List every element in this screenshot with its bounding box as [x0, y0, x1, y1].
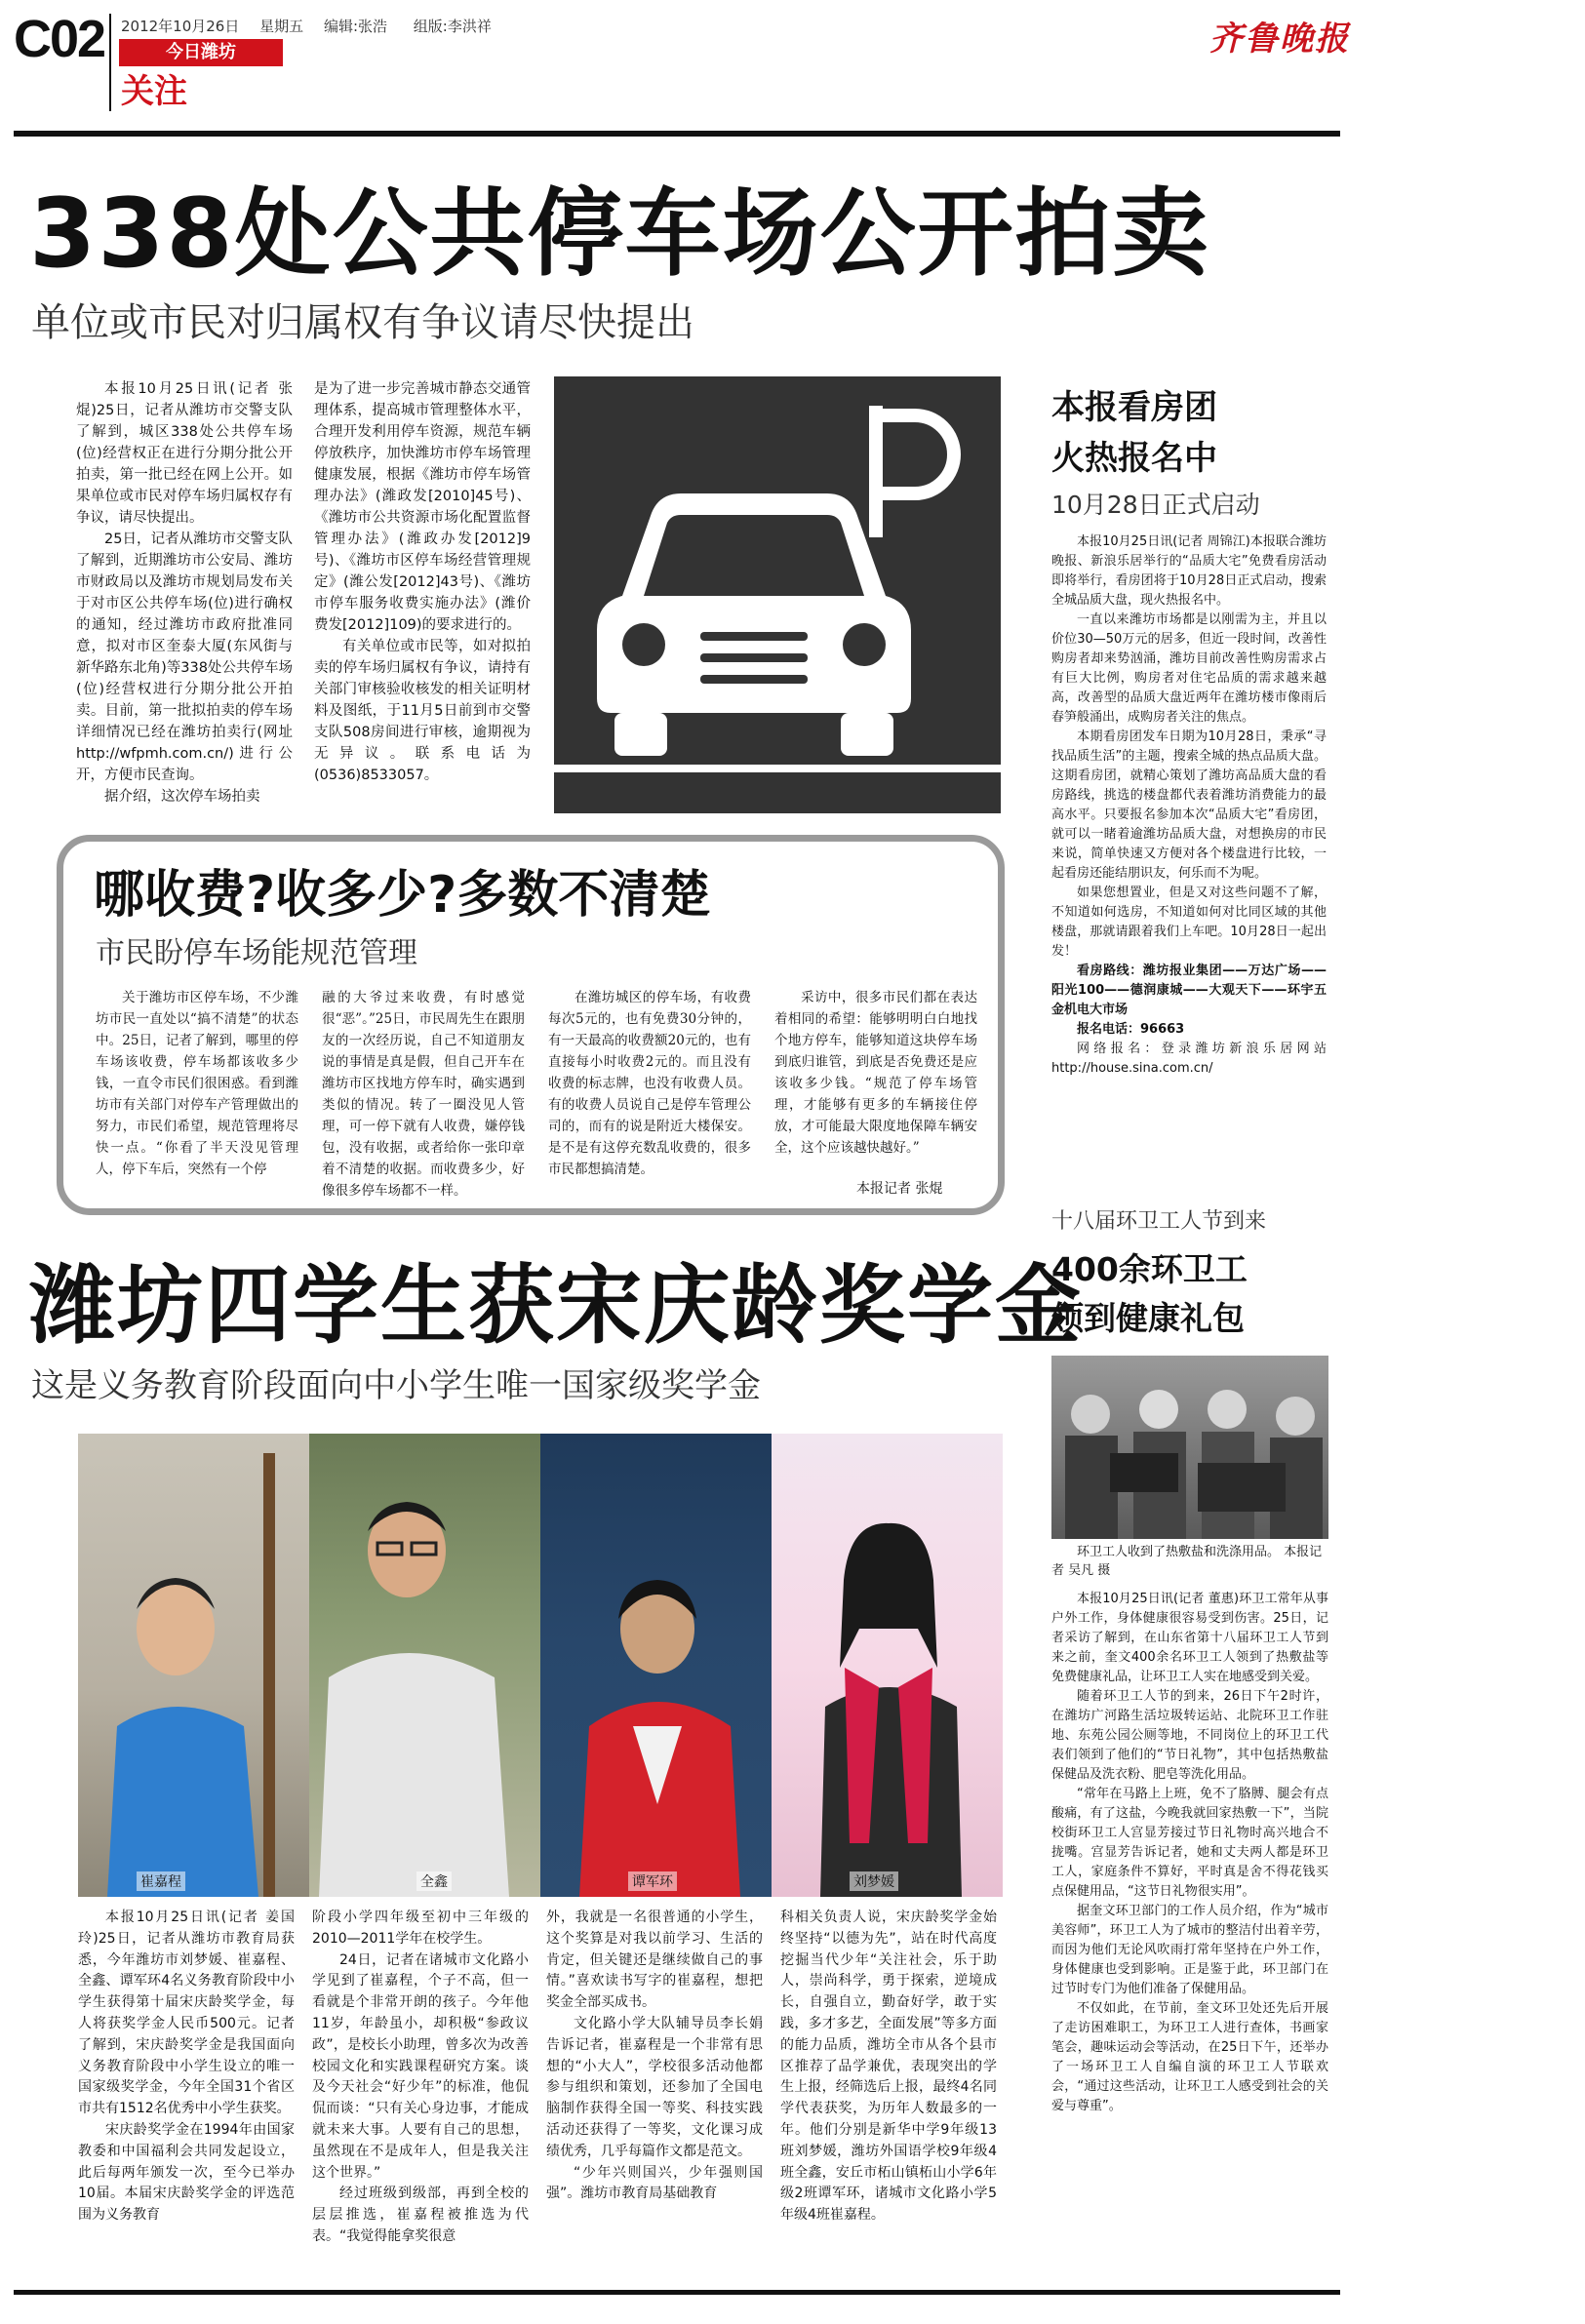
photo-caption: 刘梦媛 [850, 1871, 898, 1891]
editor-credit: 编辑:张浩 [323, 18, 387, 35]
housing-web: 网络报名：登录潍坊新浪乐居网站http://house.sina.com.cn/ [1051, 1042, 1327, 1076]
section-name: 关注 [121, 72, 187, 111]
bottom-rule [14, 2290, 1340, 2295]
scholarship-subheadline: 这是义务教育阶段面向中小学生唯一国家级奖学金 [31, 1366, 761, 1405]
student-photo-figure [309, 1434, 540, 1897]
lead-column-1 [76, 378, 293, 807]
student-photo [78, 1434, 309, 1897]
scholarship-paragraph: 经过班级到级部，再到全校的层层推选，崔嘉程被推选为代表。“我觉得能拿奖很意 [312, 2186, 529, 2244]
student-photo [309, 1434, 540, 1897]
photo-caption: 全鑫 [416, 1871, 452, 1891]
scholarship-paragraph: 24日，记者在诸城市文化路小学见到了崔嘉程，个子不高，但一看就是个非常开朗的孩子。今年他11岁，年龄虽小，却积极“参政议政”，是校长小助理，曾多次为改善校园文化和实践课程研究方案。谈及今天社会“好少年”的标准，他侃侃而谈：“只有关心身边事，才能成就未来大事。人要有自己的思想，虽然现在不是成年人，但是我关注这个世界。” [312, 1951, 529, 2181]
paper-logo: 齐鲁晚报 [1209, 20, 1350, 59]
scholarship-column-4 [780, 1908, 997, 2226]
layout-credit: 组版:李洪祥 [413, 18, 492, 35]
sub-story-column-1 [96, 987, 298, 1180]
student-photo [540, 1434, 772, 1897]
sanitation-paragraph: 本报10月25日讯(记者 董惠)环卫工常年从事户外工作，身体健康很容易受到伤害。25日，记者采访了解到，在山东省第十八届环卫工人节到来之前，奎文400余名环卫工人领到了热敷盐等免费健康礼品，让环卫工人实在地感受到关爱。 [1051, 1592, 1328, 1684]
scholarship-column-1 [78, 1908, 295, 2226]
sanitation-title-1: 400余环卫工 [1051, 1250, 1248, 1288]
sub-story-headline: 哪收费?收多少?多数不清楚 [94, 866, 711, 925]
student-photo-figure [540, 1434, 772, 1897]
scholarship-column-3 [546, 1908, 763, 2205]
lead-subheadline: 单位或市民对归属权有争议请尽快提出 [31, 300, 694, 345]
sub-story-paragraph: 融的大爷过来收费，有时感觉很“恶”。”25日，市民周先生在跟朋友的一次经历说，自己不知道朋友说的事情是真是假，但自己开车在潍坊市区找地方停车时，确实遇到类似的情况。转了一圈没见人管理，可一停下就有人收费，嫌停钱包，没有收据，或者给你一张印章着不清楚的收据。而收费多少，好像很多停车场都不一样。 [322, 990, 525, 1199]
sanitation-photo [1051, 1356, 1328, 1539]
issue-date: 2012年10月26日 [121, 18, 240, 35]
student-photo-figure [78, 1434, 309, 1897]
student-photo-figure [772, 1434, 1003, 1897]
scholarship-paragraph: 宋庆龄奖学金在1994年由国家教委和中国福利会共同发起设立，此后每两年颁发一次，至今已举办10届。本届宋庆龄奖学金的评选范围为义务教育 [78, 2121, 295, 2224]
lead-paragraph: 是为了进一步完善城市静态交通管理体系，提高城市管理整体水平，合理开发利用停车资源，规范车辆停放秩序，加快潍坊市停车场管理健康发展，根据《潍坊市停车场管理办法》(潍政发[2010]45号)、《潍坊市公共资源市场化配置监督管理办法》(潍政办发[2012]9号)、《潍坊市区停车场经营管理规定》(潍公发[2012]43号)、《潍坊市停车服务收费实施办法》(潍价费发[2012]109)的要求进行的。 [314, 381, 531, 633]
sub-story-column-3 [548, 987, 751, 1180]
parking-illustration [554, 376, 1001, 813]
lead-column-2 [314, 378, 531, 786]
page-number: C02 [14, 10, 105, 68]
photo-caption: 崔嘉程 [137, 1871, 185, 1891]
issue-weekday: 星期五 [259, 18, 304, 35]
scholarship-paragraph: 文化路小学大队辅导员李长娟告诉记者，崔嘉程是一个非常有思想的“小大人”，学校很多活动他都参与组织和策划，还参加了全国电脑制作获得全国一等奖、科技实践活动还获得了一等奖，文化课习成绩优秀，几乎每篇作文都是范文。 [546, 2015, 763, 2159]
sub-story-paragraph: 采访中，很多市民们都在表达着相同的希望：能够明明白白地找个地方停车，能够知道这块停车场到底归谁管，到底是否免费还是应该收多少钱。“规范了停车场管理，才能够有更多的车辆接住停放，才可能最大限度地保障车辆安全，这个应该越快越好。” [774, 990, 977, 1156]
masthead-meta [121, 16, 492, 36]
lead-paragraph: 本报10月25日讯(记者 张焜)25日，记者从潍坊市交警支队了解到，城区338处公共停车场(位)经营权正在进行分期分批公开拍卖，第一批已经在网上公开。如果单位或市民对停车场归属权存有争议，请尽快提出。 [76, 381, 293, 526]
sanitation-paragraph: “常年在马路上上班，免不了胳膊、腿会有点酸痛，有了这盐，今晚我就回家热敷一下”，当院校街环卫工人宫显芳接过节日礼物时高兴地合不拢嘴。宫显芳告诉记者，她和丈夫两人都是环卫工人，家庭条件不算好，平时真是舍不得花钱买点保健用品，“这节日礼物很实用”。 [1051, 1787, 1328, 1899]
lead-paragraph: 据介绍，这次停车场拍卖 [104, 789, 260, 805]
housing-paragraph: 本报10月25日讯(记者 周锦江)本报联合潍坊晚报、新浪乐居举行的“品质大宅”免费看房活动即将举行，看房团将于10月28日正式启动，搜索全城品质大盘，现火热报名中。 [1051, 534, 1327, 608]
housing-paragraph: 本期看房团发车日期为10月28日，秉承“寻找品质生活”的主题，搜索全城的热点品质大盘。这期看房团，就精心策划了潍坊高品质大盘的看房路线，挑选的楼盘都代表着潍坊消费能力的最高水平。只要报名参加本次“品质大宅”看房团，就可以一睹着逾潍坊品质大盘，对想换房的市民来说，简单快速又方便对各个楼盘进行比较，一起看房还能结朋识友，何乐而不为呢。 [1051, 729, 1327, 881]
lead-headline: 338处公共停车场公开拍卖 [29, 178, 1210, 290]
lead-paragraph: 有关单位或市民等，如对拟拍卖的停车场归属权有争议，请持有关部门审核验收核发的相关证明材料及图纸，于11月5日前到市交警支队508房间进行审核，逾期视为无异议。联系电话为(0536)8533057。 [314, 639, 531, 783]
scholarship-column-2 [312, 1908, 529, 2248]
student-photo [772, 1434, 1003, 1897]
masthead-bottom-rule [14, 131, 1340, 137]
parking-car-icon [554, 376, 1001, 813]
sub-story-subheadline: 市民盼停车场能规范管理 [96, 936, 417, 970]
sidebar-housing-body [1051, 532, 1327, 1079]
photo-caption: 谭军环 [628, 1871, 677, 1891]
sanitation-paragraph: 据奎文环卫部门的工作人员介绍，作为“城市美容师”，环卫工人为了城市的整洁付出着辛劳，而因为他们无论风吹雨打常年坚持在户外工作，身体健康也受到影响。正是鉴于此，环卫部门在过节时专门为他们准备了保健用品。 [1051, 1904, 1328, 1996]
housing-paragraph: 如果您想置业，但是又对这些问题不了解，不知道如何选房，不知道如何对比同区域的其他楼盘，那就请跟着我们上车吧。10月28日一起出发！ [1051, 886, 1327, 959]
masthead-divider [109, 14, 111, 111]
sub-story-paragraph: 在潍坊城区的停车场，有收费每次5元的，也有免费30分钟的，有一天最高的收费额20元的，也有直接每小时收费2元的。而且没有收费的标志牌，也没有收费人员。有的收费人员说自己是停车管理公司的，而有的说是附近大楼保安。是不是有这停充数乱收费的，很多市民都想搞清楚。 [548, 990, 751, 1177]
scholarship-paragraph: 外，我就是一名很普通的小学生，这个奖算是对我以前学习、生活的肯定，但关键还是继续做自己的事情。”喜欢读书写字的崔嘉程，想把奖金全部买成书。 [546, 1910, 763, 2011]
scholarship-paragraph: 本报10月25日讯(记者 姜国玲)25日，记者从潍坊市教育局获悉，今年潍坊市刘梦媛、崔嘉程、全鑫、谭军环4名义务教育阶段中小学生获得第十届宋庆龄奖学金，每人将获奖学金人民币500元。记者了解到，宋庆龄奖学金是我国面向义务教育阶段中小学生设立的唯一国家级奖学金，今年全国31个省区市共有1512名优秀中小学生获奖。 [78, 1910, 295, 2117]
sub-story-column-2 [322, 987, 525, 1201]
housing-phone: 报名电话：96663 [1077, 1022, 1185, 1037]
sanitation-title-2: 领到健康礼包 [1051, 1299, 1245, 1337]
housing-paragraph: 一直以来潍坊市场都是以刚需为主，并且以价位30—50万元的居多，但近一段时间，改善性购房者却来势汹涌，潍坊目前改善性购房需求占有巨大比例，购房者对住宅品质的需求越来越高，改善型的品质大盘近两年在潍坊楼市像雨后春笋般涌出，成购房者关注的焦点。 [1051, 612, 1327, 725]
sub-story-byline: 本报记者 张焜 [856, 1181, 943, 1197]
sanitation-paragraph: 不仅如此，在节前，奎文环卫处还先后开展了走访困难职工，为环卫工人进行查体，书画家笔会，趣味运动会等活动，在25日下午，还举办了一场环卫工人自编自演的环卫工人节联欢会，“通过这些活动，让环卫工人感受到社会的关爱与尊重”。 [1051, 2001, 1328, 2113]
sidebar-housing-subtitle: 10月28日正式启动 [1051, 491, 1260, 519]
sanitation-body [1051, 1590, 1328, 2116]
scholarship-paragraph: 科相关负责人说，宋庆龄奖学金始终坚持“以德为先”，站在时代高度挖掘当代少年“关注社会，乐于助人，崇尚科学，勇于探索，逆境成长，自强自立，勤奋好学，敢于实践，多才多艺，全面发展”等多方面的能力品质，潍坊全市从各个县市区推荐了品学兼优，表现突出的学生上报，经筛选后上报，最终4名同学代表获奖，为历年人数最多的一年。他们分别是新华中学9年级13班刘梦媛，潍坊外国语学校9年级4班全鑫，安丘市柘山镇柘山小学6年级2班谭军环，诸城市文化路小学5年级4班崔嘉程。 [780, 1910, 997, 2224]
sidebar-housing-title-1: 本报看房团 [1051, 388, 1217, 427]
sanitation-photo-caption: 环卫工人收到了热敷盐和洗涤用品。 本报记者 吴凡 摄 [1051, 1545, 1323, 1578]
sanitation-kicker: 十八届环卫工人节到来 [1051, 1209, 1267, 1234]
sub-story-column-4 [774, 987, 977, 1159]
sub-story-paragraph: 关于潍坊市区停车场，不少潍坊市民一直处以“搞不清楚”的状态中。25日，记者了解到，哪里的停车场该收费，停车场都该收多少钱，一直令市民们很困惑。看到潍坊市有关部门对停车产管理做出的努力，市民们希望，规范管理将尽快一点。“你看了半天没见管理人，停下车后，突然有一个停 [96, 990, 298, 1177]
lead-paragraph: 25日，记者从潍坊市交警支队了解到，近期潍坊市公安局、潍坊市财政局以及潍坊市规划局发布关于对市区公共停车场(位)进行确权的通知，经过潍坊市政府批准同意，拟对市区奎泰大厦(东风街与新华路东北角)等338处公共停车场(位)经营权进行分期分批公开拍卖。目前，第一批拟拍卖的停车场详细情况已经在潍坊拍卖行(网址http://wfpmh.com.cn/)进行公开，方便市民查询。 [76, 532, 293, 783]
sanitation-photo-figure [1051, 1356, 1328, 1539]
scholarship-paragraph: “少年兴则国兴，少年强则国强”。潍坊市教育局基础教育 [546, 2164, 763, 2202]
sidebar-housing-title-2: 火热报名中 [1051, 439, 1217, 478]
scholarship-paragraph: 阶段小学四年级至初中三年级的2010—2011学年在校学生。 [312, 1910, 529, 1947]
section-tag: 今日潍坊 [119, 39, 283, 66]
sanitation-paragraph: 随着环卫工人节的到来，26日下午2时许，在潍坊广河路生活垃圾转运站、北院环卫工作驻地、东苑公园公厕等地，不同岗位上的环卫工代表们领到了他们的“节日礼物”，其中包括热敷盐保健品及洗衣粉、肥皂等洗化用品。 [1051, 1689, 1328, 1782]
scholarship-headline: 潍坊四学生获宋庆龄奖学金 [29, 1255, 1084, 1356]
housing-route: 看房路线：潍坊报业集团——万达广场——阳光100——德润康城——大观天下——环宇五金机电大市场 [1051, 964, 1327, 1017]
